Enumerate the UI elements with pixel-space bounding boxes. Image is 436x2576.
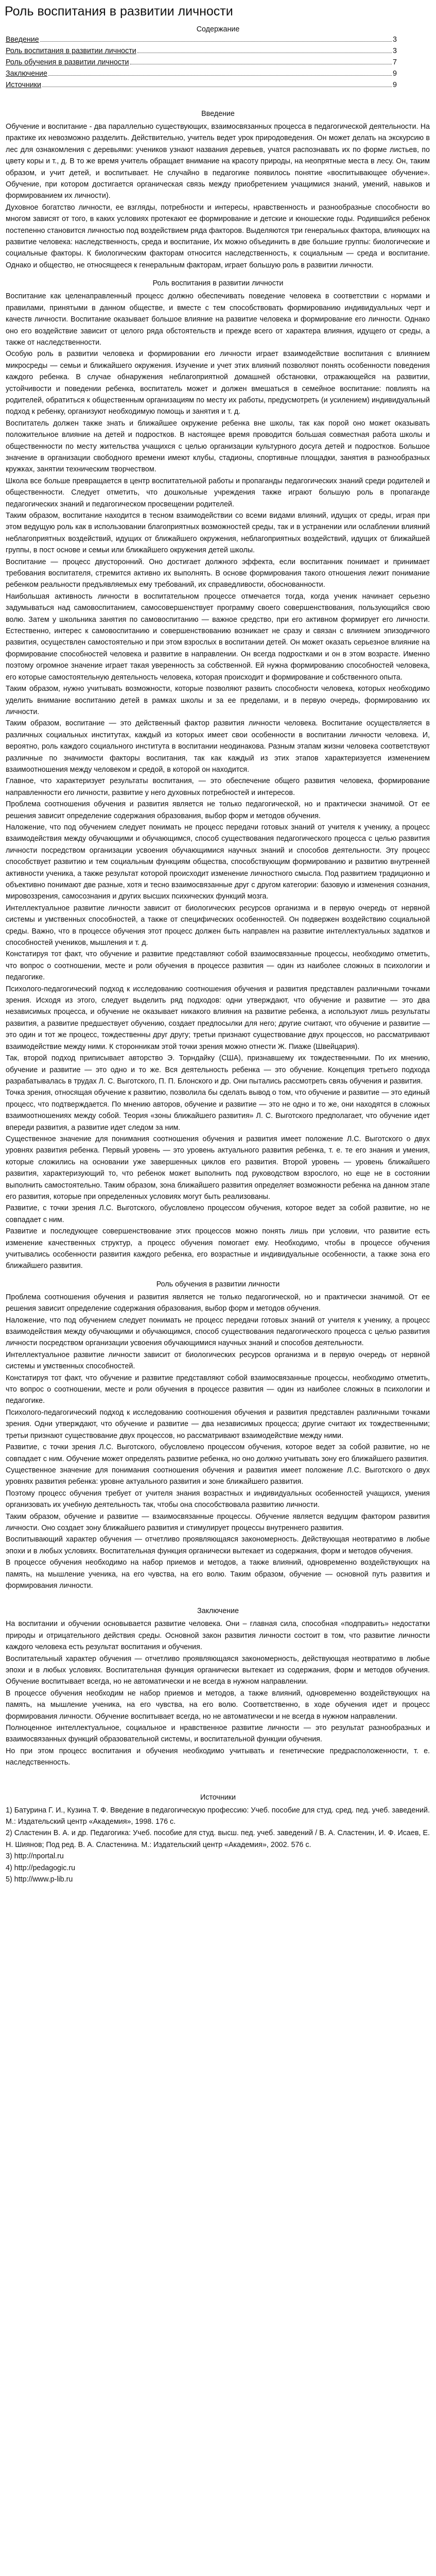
toc-item-title[interactable]: Роль обучения в развитии личности <box>6 58 129 66</box>
paragraph: Воспитательный характер обучения — отчетливо проявляющаяся закономерность, действующая неотвратимо в любые эпохи и в любых условиях. Воспитательная функция органически вытекает из содержания, форм и методов обучения. Обучение воспитывает всегда, но не автоматически и не всегда в нужном направлении. <box>6 1654 430 1686</box>
conclusion-section <box>0 1607 436 1768</box>
paragraph: Таким образом, нужно учитывать возможности, которые позволяют развить способности человека, которых необходимо уделить внимание воспитанию детей в рамках школы и за ее пределами, и в первую очередь, формированию их личности. <box>6 685 430 716</box>
paragraph: Констатируя тот факт, что обучение и развитие представляют собой взаимосвязанные процессы, необходимо отметить, что вопрос о соотношении, месте и роли обучения в процессе развития — один из наиболее сложных в психологии и педагогике. <box>6 1374 430 1405</box>
source-item: 2) Сластенин В. А. и др. Педагогика: Учеб. пособие для студ. высш. пед. учеб. заведений / В. А. Сластенин, И. Ф. Исаев, Е. Н. Шиянов; Под ред. В. А. Сластенина. М.: Издательский центр «Академия», 2002. 576 с. <box>6 1829 430 1849</box>
toc-item[interactable] <box>6 47 397 58</box>
paragraph: Наибольшая активность личности в воспитательном процессе отмечается тогда, когда ученик начинает серьезно задумываться над самовоспитанием, самосовершенствует программу своего совершенствования, пользующийся свою волю. Затем у школьника занятия по самовоспитанию — важное средство, при его активном формирует его личности. Естественно, интерес к самовоспитанию и совершенствованию возникает не сразу и связан с влиянием эпизодичного развития, осуществлен самостоятельно и при этом взрослых в воспитании детей. Он может оказать серьезное влияние на формирование способностей человека и развитие в направлении. Он всегда подростками и он в этом возрасте. Именно поэтому огромное значение играет такая уверенность за собственной. Ей нужна формированию способностей человека, его которые самостоятельную деятельность человека, которая происходит и формирование и собственного опыта. <box>6 592 430 682</box>
paragraph: Полноценное интеллектуальное, социальное и нравственное развитие личности — это результат разнообразных и взаимосвязанных функций образовательной системы, и воспитательной функции обучения. <box>6 1724 430 1744</box>
toc-item[interactable] <box>6 70 397 81</box>
paragraph: Таким образом, воспитание находится в тесном взаимодействии со всеми видами влияний, идущих от среды, играя при этом ведущую роль как в использовании благоприятных возможностей среды, так и в устранении или ослаблении влияний неблагоприятных воздействий, идущих от ближайшего окружения, неблагоприятных воздействий, идущих от ближайшей группы, в пост основе и семьи или ближайшего окружения детей школы. <box>6 512 430 555</box>
paragraph: Существенное значение для понимания соотношения обучения и развития имеет положение Л.С. Выготского о двух уровнях развития ребенка: уровне актуального развития и зоне ближайшего развития. <box>6 1466 430 1486</box>
paragraph: Особую роль в развитии человека и формировании его личности играет взаимодействие воспитания с влиянием микросреды — семьи и ближайшего окружения. Изучение и учет этих влияний позволяют понять особенности поведения каждого ребенка. В случае обнаружения неблагоприятной домашней обстановки, отражающейся на развитии, устойчивости и поведении ребенка, воспитатель может и должен вмешаться в семейное воспитание: повлиять на родителей, обратиться к общественным организациям по месту их работы, предусмотреть (и усилением) индивидуальный подход к ребенку, организуют необходимую помощь и занятия и т. д. <box>6 350 430 416</box>
paragraph: Духовное богатство личности, ее взгляды, потребности и интересы, нравственность и разнообразные способности во многом зависят от того, в каких условиях протекают ее формирование и детские и юношеские годы. Родившийся ребенок постепенно становится личностью под воздействием ряда факторов. Выделяются три генеральных фактора, влияющих на развитие человека: наследственность, среда и воспитание, Их можно объединить в две большие группы: биологические и социальные факторы. К биологическим факторам относится наследственность, к социальным — среда и воспитание. Однако и общество, не относящееся к генеральным факторам, играет большую роль в развитии личности. <box>6 203 430 269</box>
paragraph: В процессе обучения необходим не набор приемов и методов, а также влияний, одновременно воздействующих на память, на мышление ученика, на его чувства, на его волю. Соответственно, в ходе обучения идет и процесс формирования личности. Обучение воспитывает всегда, но не автоматически и не всегда в нужном направлении. <box>6 1689 430 1721</box>
paragraph: В процессе обучения необходимо на набор приемов и методов, а также влияний, одновременно воздействующих на память, на мышление ученика, на его чувства, на его волю. Таким образом, обучение — основной путь развития и формирования личности. <box>6 1558 430 1590</box>
paragraph: Проблема соотношения обучения и развития является не только педагогической, но и практически значимой. От ее решения зависит определение содержания образования, выбор форм и методов обучения. <box>6 1293 430 1313</box>
toc-item[interactable] <box>6 58 397 70</box>
paragraph: Но при этом процесс воспитания и обучения необходимо учитывать и генетические предрасположенности, т. е. наследственность. <box>6 1747 430 1767</box>
paragraph: Развитие и последующее совершенствование этих процессов можно понять лишь при условии, что развитие есть изменение качественных структур, а процесс обучения помогает ему. Необходимо, чтобы в процессе обучения учитывались особенности развития каждого ребенка, его возрастные и индивидуальные особенности, а также зона его ближайшего развития. <box>6 1227 430 1270</box>
paragraph: Наложение, что под обучением следует понимать не процесс передачи готовых знаний от учителя к ученику, а процесс взаимодействия между обучающими и обучающимся, способ существования педагогического процесса с целью развития личности посредством организации усвоения обучающимися научных знаний и способов деятельности. Эту процесс способствует развитию и тем социальным функциям общества, способствующим формированию и развитию внутренней активности ученика, а также результат которой происходит изменение личностного смысла. Под развитием традиционно и объективно понимают две разные, хотя и тесно взаимосвязанные друг с другом категории: базовую и изменения сознания, мировоззрения, самосознания и других высших психических функций мозга. <box>6 823 430 901</box>
source-item: 1) Батурина Г. И., Кузина Т. Ф. Введение в педагогическую профессию: Учеб. пособие для студ. сред. пед. учеб. заведений. М.: Издательский центр «Академия», 1998. 176 с. <box>6 1806 430 1826</box>
paragraph: Воспитание — процесс двусторонний. Оно достигает должного эффекта, если воспитанник понимает и принимает требования воспитателя, стремится активно их выполнять. В основе формирования такого отношения лежит понимание ребенком реальности предъявляемых ему требований, их справедливости, обоснованности. <box>6 557 430 589</box>
paragraph: Поэтому процесс обучения требует от учителя знания возрастных и индивидуальных особенностей учащихся, умения организовать их учебную деятельность так, чтобы она способствовала развитию личности. <box>6 1489 430 1510</box>
intro-heading: Введение <box>201 110 235 118</box>
paragraph: Проблема соотношения обучения и развития является не только педагогической, но и практически значимой. От ее решения зависит определение содержания образования, выбор форм и методов обучения. <box>6 800 430 820</box>
learning-body <box>0 1292 436 1592</box>
paragraph: Школа все больше превращается в центр воспитательной работы и пропаганды педагогических знаний среди родителей и общественности. Следует отметить, что дошкольные учреждения также играют большую роль в пропаганде педагогических знаний и педагогическом просвещении родителей. <box>6 477 430 509</box>
paragraph: Воспитывающий характер обучения — отчетливо проявляющаяся закономерность. Действующая неотвратимо в любые эпохи и в любых условиях. Воспитательная функция органически вытекает из содержания, форм и методов обучения. <box>6 1535 430 1555</box>
toc-dot-leader <box>40 41 392 42</box>
toc-item[interactable] <box>6 81 397 92</box>
sources-section <box>0 1793 436 1886</box>
toc-heading: Содержание <box>196 25 240 33</box>
source-item[interactable]: 5) http://www.p-lib.ru <box>6 1875 73 1884</box>
toc-item-title[interactable]: Заключение <box>6 70 47 78</box>
education-section <box>0 279 436 1272</box>
paragraph: Развитие, с точки зрения Л.С. Выготского, обусловлено процессом обучения, которое ведет за собой развитие, но не совпадает с ним. Обучение может определять развитие ребенка, но оно должно учитывать зону его ближайшего развития. <box>6 1443 430 1463</box>
paragraph: Таким образом, воспитание — это действенный фактор развития личности человека. Воспитание осуществляется в различных социальных институтах, каждый из которых имеет свои особенности в воспитании личности человека. И, вероятно, роль каждого социального института в воспитании неодинакова. Разным этапам жизни человека соответствуют различные по значимости факторы воспитания, так как каждый из этих этапов характеризуется изменением взаимоотношения между человеком и средой, в которой он находится. <box>6 719 430 774</box>
sources-list <box>0 1805 436 1886</box>
conclusion-body <box>0 1618 436 1768</box>
paragraph: Таким образом, обучение и развитие — взаимосвязанные процессы. Обучение является ведущим фактором развития личности. Оно создает зону ближайшего развития и стимулирует процессы внутреннего развития. <box>6 1512 430 1532</box>
toc-item-title[interactable]: Источники <box>6 81 42 89</box>
paragraph: Так, второй подход приписывает авторство Э. Торндайку (США), признавшему их тождественными. По их мнению, обучение и развитие — это одно и то же. Вся деятельность ребенка — это обучение. Концепция третьего подхода разрабатывалась в трудах Л. С. Выготского, П. П. Блонского и др. Они пытались рассмотреть связь обучения и развития. <box>6 1054 430 1086</box>
toc-item-title[interactable]: Введение <box>6 36 39 44</box>
intro-body <box>0 121 436 271</box>
toc-item-page: 9 <box>393 70 397 78</box>
learning-section <box>0 1280 436 1592</box>
paragraph: Психолого-педагогический подход к исследованию соотношения обучения и развития представлен различными точками зрения. Исходя из этого, следует выделить ряд подходов: одни утверждают, что обучение и развитие — это два независимых процесса, и обучение не оказывает никакого влияния на развитие ребенка, а используют лишь результаты развития, а развитие предшествует обучению, создает предпосылки для него; другие считают, что обучение и развитие — это один и тот же процесс, тождественны друг другу; третьи признают существование двух процессов, но рассматривают взаимодействие между ними. К сторонникам этой точки зрения можно отнести Ж. Пиаже (Швейцария). <box>6 985 430 1051</box>
toc-item-page: 3 <box>393 47 397 55</box>
paragraph: Констатируя тот факт, что обучение и развитие представляют собой взаимосвязанные процессы, необходимо отметить, что вопрос о соотношении, месте и роли обучения в процессе развития — один из наиболее сложных в психологии и педагогике. <box>6 950 430 982</box>
paragraph: Интеллектуальное развитие личности зависит от биологических ресурсов организма и в первую очередь от нервной системы и умственных способностей. <box>6 1350 430 1371</box>
education-body <box>0 291 436 1272</box>
paragraph: На воспитании и обучении основывается развитие человека. Они – главная сила, способная «подправить» недостатки природы и отрицательного действия среды. Основной закон развития личности состоит в том, что развитие личности каждого человека есть результат воспитания и обучения. <box>6 1620 430 1652</box>
paragraph: Воспитание как целенаправленный процесс должно обеспечивать поведение человека в соответствии с нормами и правилами, принятыми в данном обществе, и вместе с тем способствовать формированию индивидуальных черт и качеств личности. Воспитание оказывает большое влияние на развитие человека и формирование его личности. Однако оно его воздействие зависит от целого ряда обстоятельств и прежде всего от характера влияния, идущего от среды, а также от наследственности. <box>6 292 430 347</box>
intro-section <box>0 110 436 271</box>
toc-list <box>0 36 436 92</box>
learning-heading: Роль обучения в развитии личности <box>156 1280 280 1289</box>
toc-item-page: 9 <box>393 81 397 89</box>
paragraph: Обучение и воспитание - два параллельно существующих, взаимосвязанных процесса в педагогической деятельности. На практике их невозможно разделить. Действительно, учитель ведет урок природоведения. Он может делать на экскурсию в лес для ознакомления с деревьями: учеников узнают названия деревьев, учатся распознавать их по форме листьев, по цвету коры и т., д. В то же время учитель обращает внимание на красоту природы, на неопрятные места в лесу. Он, таким образом, и учит детей, и воспитывает. Не случайно в педагогике появилось понятие «воспитывающее обучение». Обучение, при котором достигается органическая связь между приобретением учащимися знаний, умений, навыков и формированием их личности). <box>6 123 430 200</box>
paragraph: Интеллектуальное развитие личности зависит от биологических ресурсов организма и в первую очередь от нервной системы и умственных способностей, а также от специфических особенностей. Он подвержен воздействию социальной среды. Важно, что в процессе обучения этот процесс должен быть направлен на развитие интеллектуальных задатков и способностей учеников, мышления и т. д. <box>6 904 430 947</box>
paragraph: Воспитатель должен также знать и ближайшее окружение ребенка вне школы, так как порой оно может оказывать положительное влияние на детей и подростков. В настоящее время проводится большая совместная работа школы и общественности по месту жительства учащихся с целью организации культурного досуга детей и подростков. Большое значение в организации свободного времени имеют клубы, стадионы, спортивные площадки, занятия в разнообразных кружках, занятии техническим творчеством. <box>6 419 430 474</box>
toc-item-page: 3 <box>393 36 397 44</box>
page-title: Роль воспитания в развитии личности <box>5 4 233 19</box>
paragraph: Психолого-педагогический подход к исследованию соотношения обучения и развития представлен различными точками зрения. Одни утверждают, что обучение и развитие — два независимых процесса; другие считают их тождественными; третьи признают существование двух процессов, но рассматривают взаимодействие между ними. <box>6 1408 430 1440</box>
toc-dot-leader <box>48 75 392 76</box>
toc-item[interactable] <box>6 36 397 47</box>
paragraph: Точка зрения, относящая обучение к развитию, позволила бы сделать вывод о том, что обучение и развитие — это единый процесс, что подтверждается. По мнению авторов, обучение и развитие — это не одно и то же, они находятся в сложных взаимоотношениях между собой. Теория «зоны ближайшего развития» Л. С. Выготского предполагает, что обучение идет впереди развития, а развитие идет следом за ним. <box>6 1089 430 1132</box>
toc-item-title[interactable]: Роль воспитания в развитии личности <box>6 47 136 55</box>
paragraph: Наложение, что под обучением следует понимать не процесс передачи готовых знаний от учителя к ученику, а процесс взаимодействия между обучающими и обучающимся, способ существования педагогического процесса с целью развития личности посредством организации усвоения обучающимися научных знаний и способов деятельности. <box>6 1316 430 1348</box>
table-of-contents <box>0 25 436 92</box>
sources-heading: Источники <box>200 1793 236 1802</box>
toc-item-page: 7 <box>393 58 397 66</box>
source-item[interactable]: 3) http://nportal.ru <box>6 1852 64 1861</box>
education-heading: Роль воспитания в развитии личности <box>152 279 284 288</box>
conclusion-heading: Заключение <box>197 1607 239 1616</box>
paragraph: Существенное значение для понимания соотношения обучения и развития имеет положение Л.С. Выготского о двух уровнях развития ребенка. Первый уровень — это уровень актуального развития ребенка, т. е. те его знания и умения, которые сложились на основании уже завершенных циклов его развития. Второй уровень — уровень ближайшего развития, характеризующий то, что ребенок может выполнить под руководством взрослого, но еще не в состоянии выполнить самостоятельно. Таким образом, зона ближайшего развития определяет возможности ребенка на данном этапе его развития, которые при определенных условиях могут быть реализованы. <box>6 1134 430 1201</box>
paragraph: Развитие, с точки зрения Л.С. Выготского, обусловлено процессом обучения, которое ведет за собой развитие, но не совпадает с ним. <box>6 1204 430 1224</box>
source-item[interactable]: 4) http://pedagogic.ru <box>6 1863 76 1872</box>
paragraph: Главное, что характеризует результаты воспитания, — это обеспечение общего развития человека, формирование направленности его личности, развитие у него духовных потребностей и интересов. <box>6 777 430 797</box>
